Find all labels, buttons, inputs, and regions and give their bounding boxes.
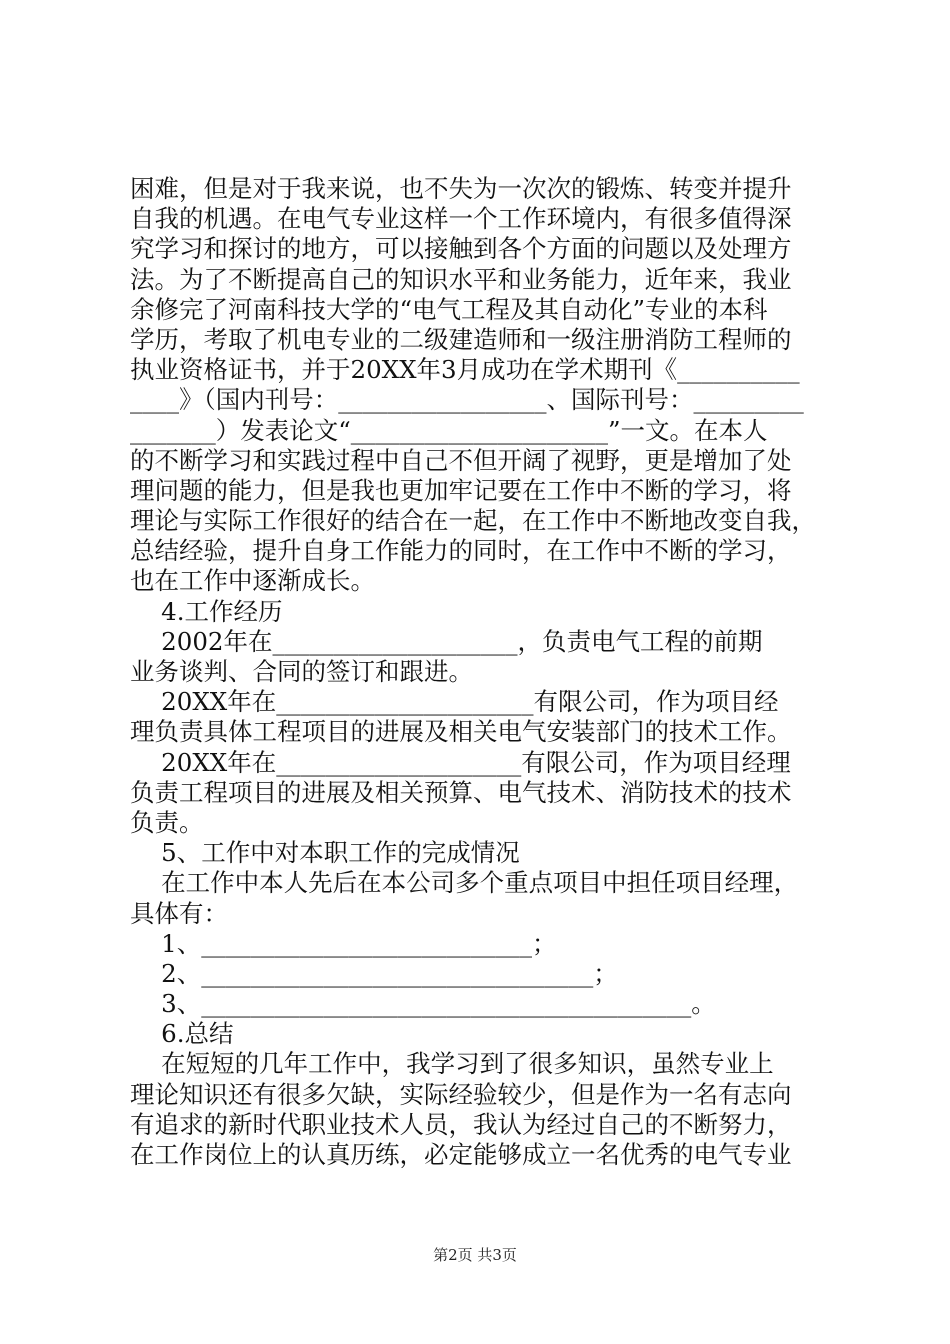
list-item: 2、________________________________； [130, 958, 618, 988]
text-line: 也在工作中逐渐成长。 [130, 566, 375, 596]
text-line: 理问题的能力，但是我也更加牢记要在工作中不断的学习，将 [130, 475, 792, 505]
text-line: 理论知识还有很多欠缺，实际经验较少，但是作为一名有志向 [130, 1079, 792, 1109]
section-heading-completion: 5、工作中对本职工作的完成情况 [130, 838, 520, 868]
text-line: 法。为了不断提高自己的知识水平和业务能力，近年来，我业 [130, 264, 792, 294]
text-line: 在工作岗位上的认真历练，必定能够成立一名优秀的电气专业 [130, 1140, 792, 1169]
page-footer: 第2页 共3页 [433, 1246, 517, 1264]
text-line: 理论与实际工作很好的结合在一起，在工作中不断地改变自我， [130, 506, 816, 536]
text-line: 理负责具体工程项目的进展及相关电气安装部门的技术工作。 [130, 717, 792, 747]
list-item: 1、___________________________； [130, 928, 557, 958]
text-line: 自我的机遇。在电气专业这样一个工作环境内，有很多值得深 [130, 204, 792, 234]
text-line: 20XX年在_____________________有限公司，作为项目经 [130, 687, 779, 717]
body-text [130, 174, 836, 1170]
list-item: 3、________________________________________。 [130, 989, 716, 1019]
text-line: 困难，但是对于我来说，也不失为一次次的锻炼、转变并提升 [130, 174, 792, 203]
text-line: 业务谈判、合同的签订和跟进。 [130, 657, 473, 686]
section-heading-summary: 6.总结 [130, 1019, 234, 1049]
text-line: 学历，考取了机电专业的二级建造师和一级注册消防工程师的 [130, 324, 792, 354]
text-line: 总结经验，提升自身工作能力的同时，在工作中不断的学习， [130, 536, 792, 566]
text-line: 具体有： [130, 898, 228, 928]
text-line: _______）发表论文“_____________________”一文。在本人 [130, 415, 768, 445]
text-line: 负责。 [130, 807, 204, 837]
text-line: 20XX年在____________________有限公司，作为项目经理 [130, 747, 791, 777]
text-line: 执业资格证书，并于20XX年3月成功在学术期刊《__________ [130, 355, 800, 385]
section-heading-work-history: 4.工作经历 [130, 596, 283, 626]
text-line: ____》（国内刊号：_________________、国际刊号：_________ [130, 385, 804, 415]
text-line: 余修完了河南科技大学的“电气工程及其自动化”专业的本科 [130, 294, 768, 324]
text-line: 的不断学习和实践过程中自己不但开阔了视野，更是增加了处 [130, 445, 792, 475]
text-line: 有追求的新时代职业技术人员，我认为经过自己的不断努力， [130, 1109, 792, 1139]
text-line: 在工作中本人先后在本公司多个重点项目中担任项目经理， [130, 868, 799, 898]
text-line: 2002年在____________________，负责电气工程的前期 [130, 626, 763, 656]
text-line: 究学习和探讨的地方，可以接触到各个方面的问题以及处理方 [130, 234, 792, 264]
text-line: 在短短的几年工作中，我学习到了很多知识，虽然专业上 [130, 1049, 774, 1079]
text-line: 负责工程项目的进展及相关预算、电气技术、消防技术的技术 [130, 777, 792, 807]
